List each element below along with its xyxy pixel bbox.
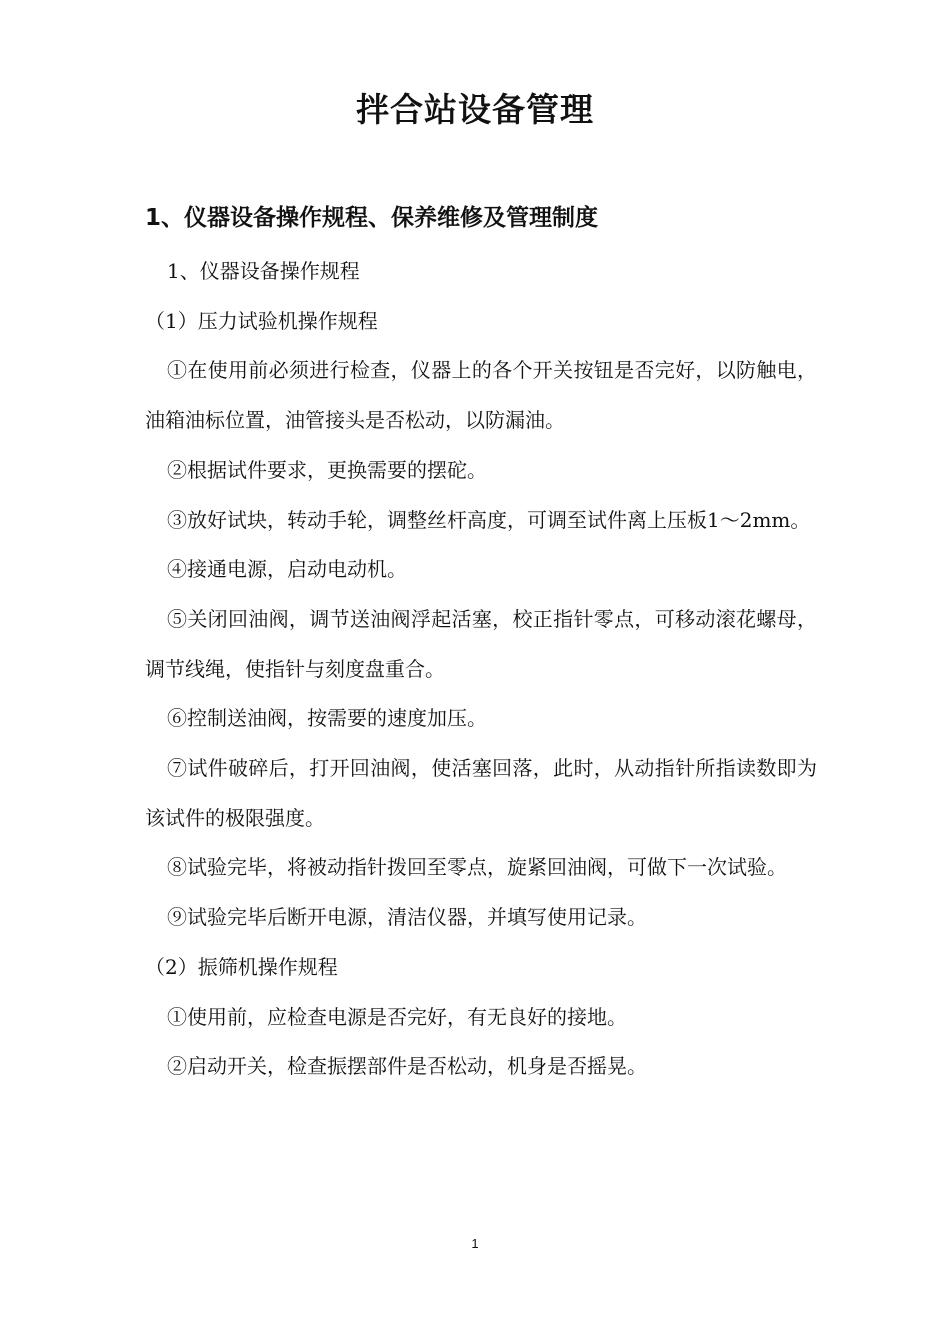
procedure-item: ④接通电源，启动电动机。 [167, 557, 407, 582]
procedure-item: ⑥控制送油阀，按需要的速度加压。 [167, 706, 487, 731]
procedure-item: ①使用前，应检查电源是否完好，有无良好的接地。 [167, 1004, 627, 1029]
procedure-item: ③放好试块，转动手轮，调整丝杆高度，可调至试件离上压板1～2mm。 [167, 507, 811, 532]
section-heading: 1、仪器设备操作规程、保养维修及管理制度 [145, 205, 599, 231]
document-title: 拌合站设备管理 [356, 90, 594, 129]
procedure-item: ②启动开关，检查振摆部件是否松动，机身是否摇晃。 [167, 1054, 647, 1079]
procedure-item: ⑤关闭回油阀，调节送油阀浮起活塞，校正指针零点，可移动滚花螺母，调节线绳，使指针与刻度盘重合。 [145, 606, 817, 681]
subsection-title-vibrating-screen: （2）振筛机操作规程 [145, 954, 338, 979]
procedure-item: ②根据试件要求，更换需要的摆砣。 [167, 457, 487, 482]
procedure-item: ⑨试验完毕后断开电源，清洁仪器，并填写使用记录。 [167, 905, 647, 930]
document-body [145, 247, 817, 1092]
subsection-title-pressure-machine: （1）压力试验机操作规程 [145, 308, 378, 333]
page-number: 1 [471, 1236, 479, 1251]
procedure-item: ①在使用前必须进行检查，仪器上的各个开关按钮是否完好，以防触电，油箱油标位置，油管接头是否松动，以防漏油。 [145, 358, 817, 433]
subheading: 1、仪器设备操作规程 [167, 259, 360, 283]
procedure-item: ⑧试验完毕，将被动指针拨回至零点，旋紧回油阀，可做下一次试验。 [167, 855, 787, 880]
procedure-item: ⑦试件破碎后，打开回油阀，使活塞回落，此时，从动指针所指读数即为该试件的极限强度。 [145, 756, 817, 830]
